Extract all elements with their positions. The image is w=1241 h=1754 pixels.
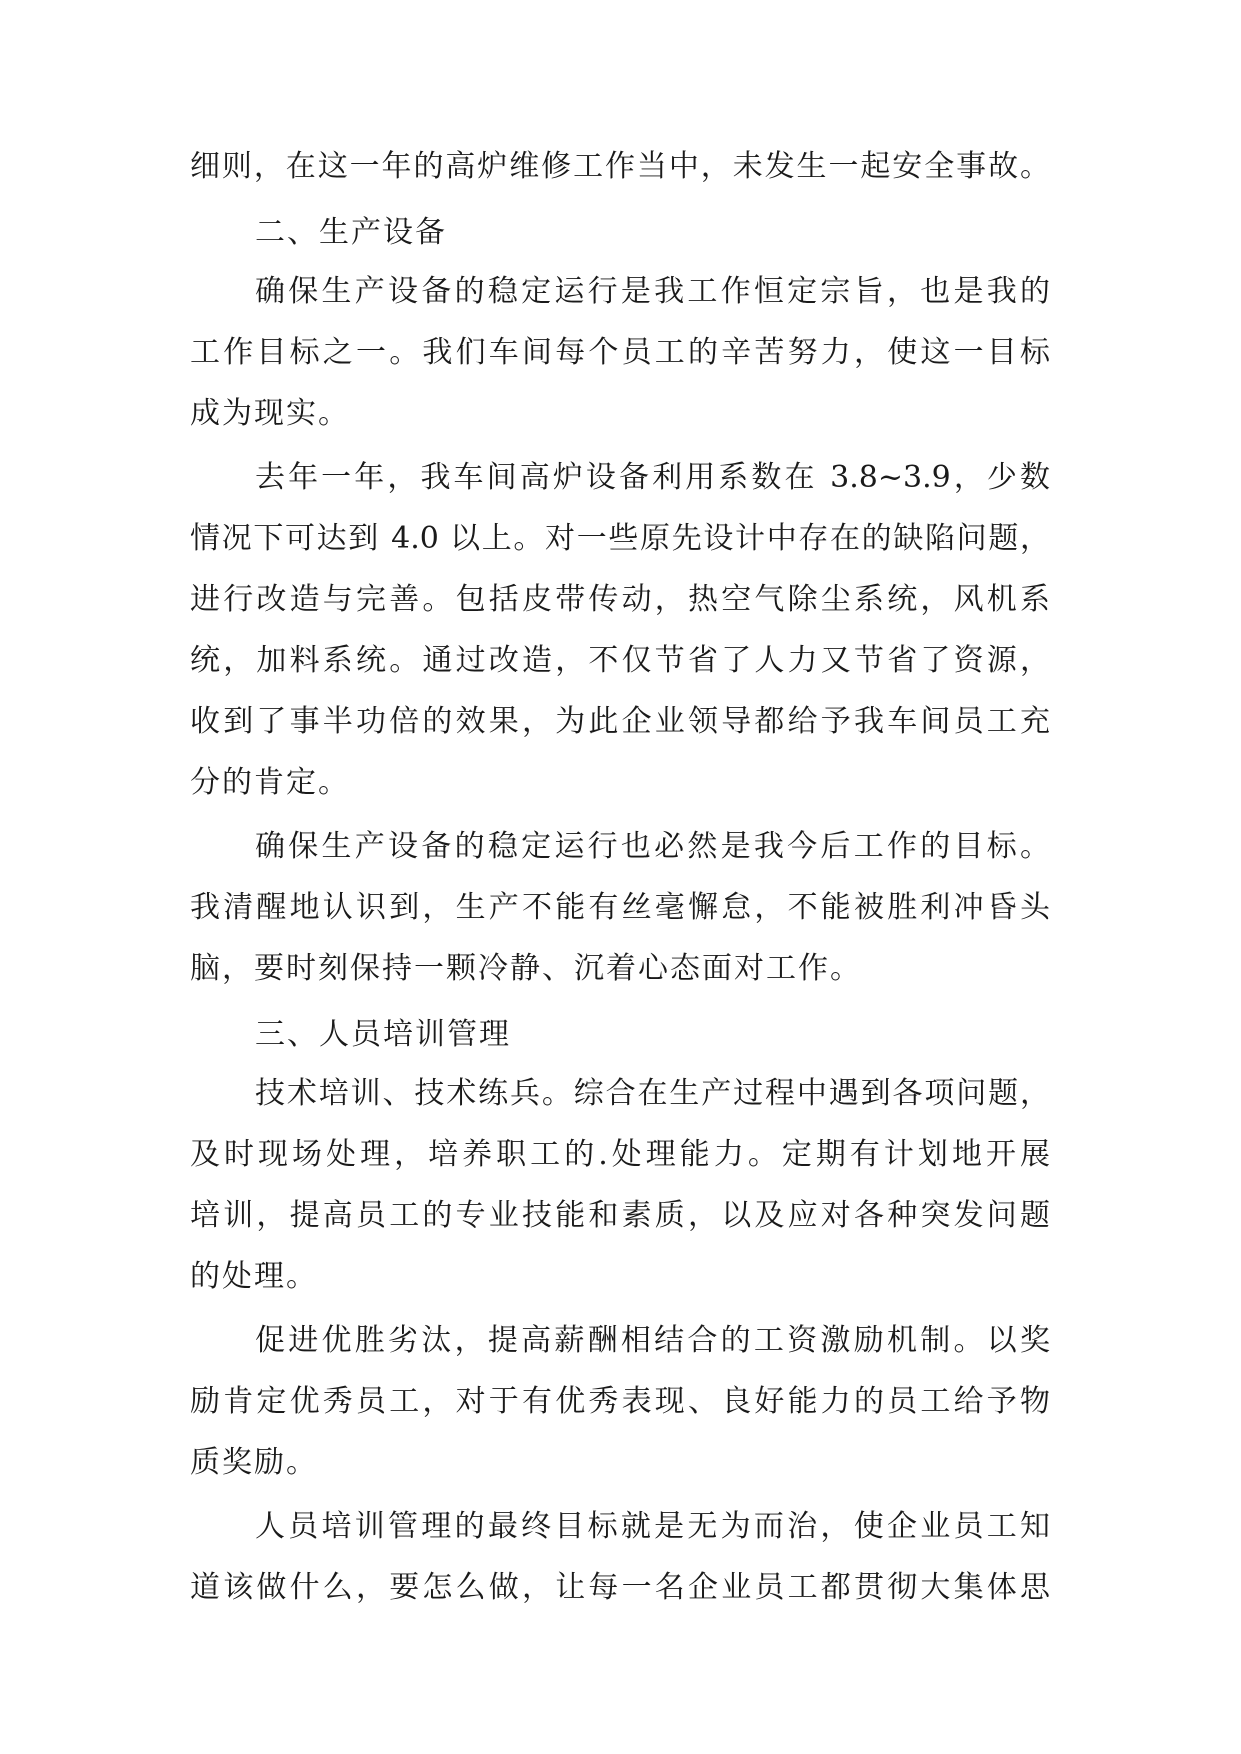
paragraph-line: 情况下可达到 4.0 以上。对一些原先设计中存在的缺陷问题， (190, 521, 1050, 556)
paragraph-line: 去年一年，我车间高炉设备利用系数在 3.8~3.9，少数 (255, 460, 1050, 495)
paragraph-line: 我清醒地认识到，生产不能有丝毫懈怠，不能被胜利冲昏头 (190, 890, 1050, 925)
paragraph-line: 培训，提高员工的专业技能和素质，以及应对各种突发问题 (190, 1198, 1050, 1233)
paragraph-line: 细则，在这一年的高炉维修工作当中，未发生一起安全事故。 (190, 149, 1050, 184)
paragraph-line: 及时现场处理，培养职工的.处理能力。定期有计划地开展 (190, 1137, 1050, 1172)
paragraph-line: 技术培训、技术练兵。综合在生产过程中遇到各项问题， (255, 1076, 1050, 1111)
section-heading: 三、人员培训管理 (255, 1017, 511, 1052)
paragraph-line: 道该做什么，要怎么做，让每一名企业员工都贯彻大集体思 (190, 1570, 1050, 1605)
paragraph-line: 脑，要时刻保持一颗冷静、沉着心态面对工作。 (190, 951, 862, 986)
section-heading: 二、生产设备 (255, 215, 447, 250)
paragraph-line: 人员培训管理的最终目标就是无为而治，使企业员工知 (255, 1509, 1050, 1544)
paragraph-line: 的处理。 (190, 1259, 318, 1294)
paragraph-line: 收到了事半功倍的效果，为此企业领导都给予我车间员工充 (190, 704, 1050, 739)
paragraph-line: 成为现实。 (190, 396, 350, 431)
paragraph-line: 质奖励。 (190, 1445, 318, 1480)
paragraph-line: 进行改造与完善。包括皮带传动，热空气除尘系统，风机系 (190, 582, 1050, 617)
paragraph-line: 确保生产设备的稳定运行也必然是我今后工作的目标。 (255, 829, 1050, 864)
paragraph-line: 统，加料系统。通过改造，不仅节省了人力又节省了资源， (190, 643, 1050, 678)
paragraph-line: 确保生产设备的稳定运行是我工作恒定宗旨，也是我的 (255, 274, 1050, 309)
paragraph-line: 励肯定优秀员工，对于有优秀表现、良好能力的员工给予物 (190, 1384, 1050, 1419)
paragraph-line: 分的肯定。 (190, 765, 350, 800)
paragraph-line: 工作目标之一。我们车间每个员工的辛苦努力，使这一目标 (190, 335, 1050, 370)
paragraph-line: 促进优胜劣汰，提高薪酬相结合的工资激励机制。以奖 (255, 1323, 1050, 1358)
